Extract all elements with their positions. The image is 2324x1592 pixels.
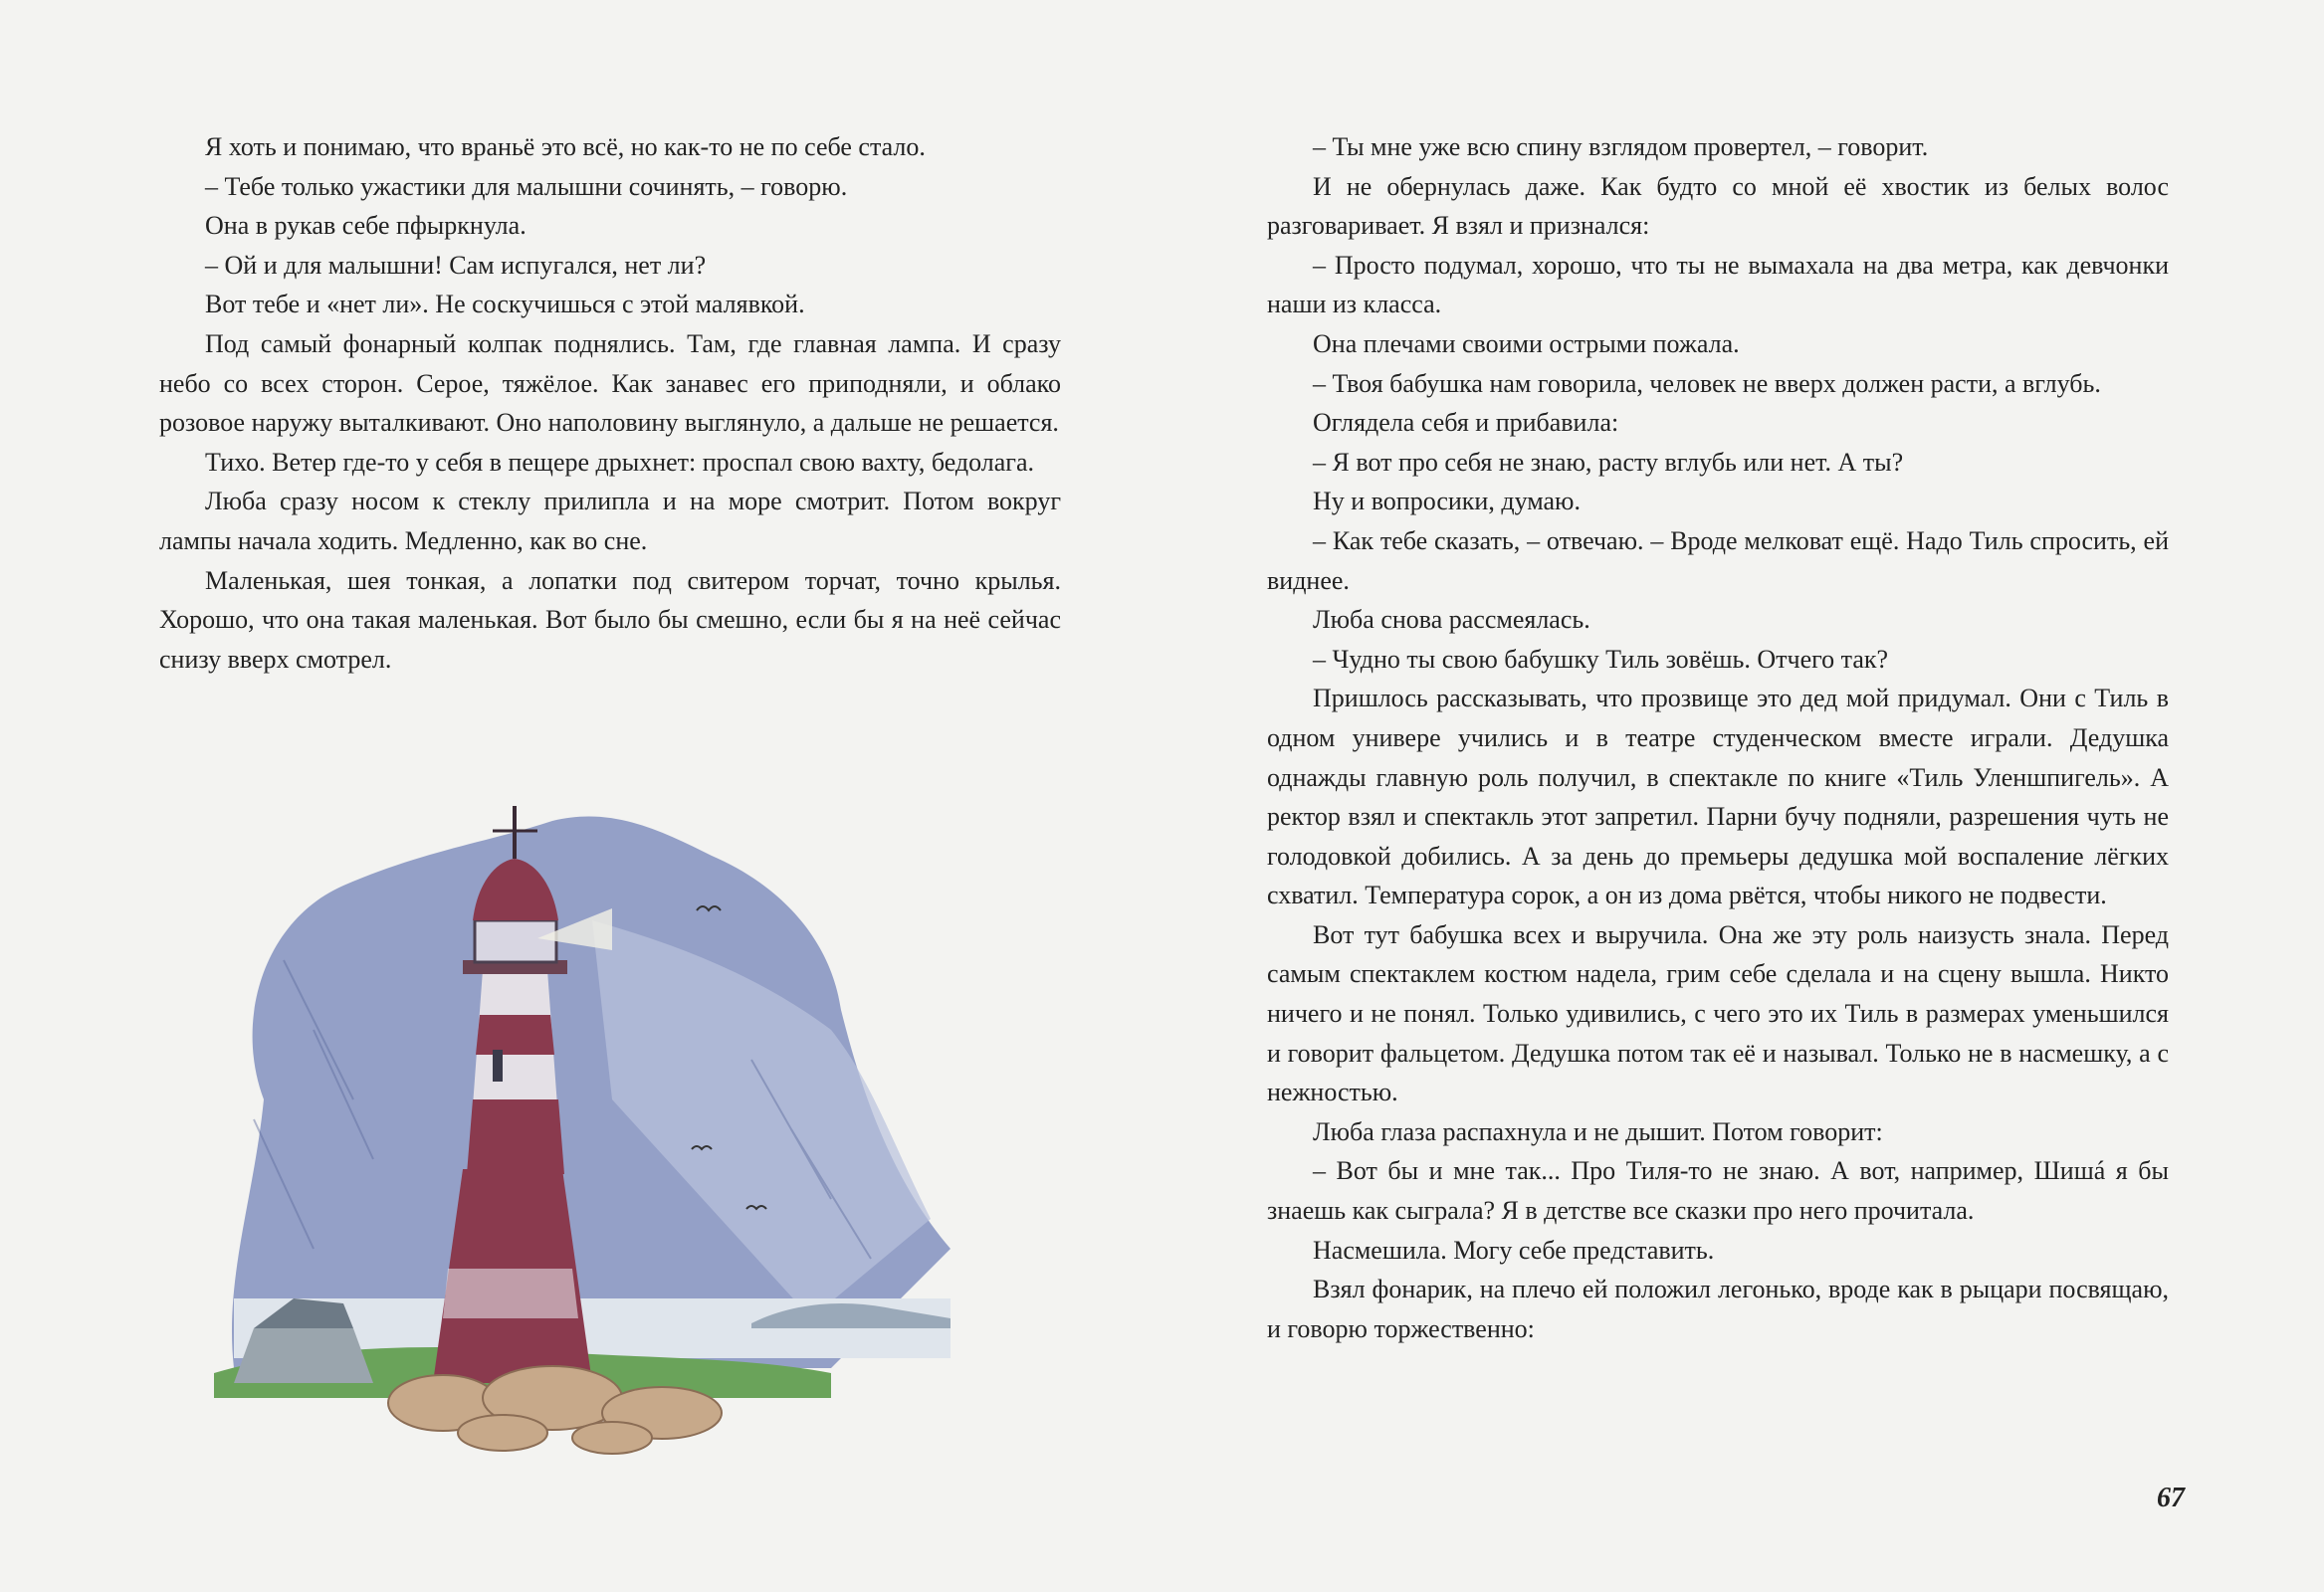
paragraph: – Вот бы и мне так... Про Тиля-то не знаю. А вот, например, Шишá я бы знаешь как сыграла? Я в детстве все сказки про него прочитала. (1267, 1156, 2169, 1226)
paragraph: Она в рукав себе пфыркнула. (205, 211, 527, 241)
right-page-text (1267, 127, 2169, 1348)
paragraph: Люба сразу носом к стеклу прилипла и на море смотрит. Потом вокруг лампы начала ходить. Медленно, как во сне. (159, 487, 1061, 555)
paragraph: – Твоя бабушка нам говорила, человек не вверх должен расти, а вглубь. (1313, 368, 2101, 398)
paragraph: Люба глаза распахнула и не дышит. Потом говорит: (1313, 1116, 1883, 1146)
paragraph: Люба снова рассмеялась. (1313, 605, 1590, 635)
left-page-text (159, 127, 1061, 679)
paragraph: – Чудно ты свою бабушку Тиль зовёшь. Отчего так? (1313, 644, 1889, 674)
paragraph: Ну и вопросики, думаю. (1313, 487, 1581, 516)
paragraph: И не обернулась даже. Как будто со мной её хвостик из белых волос разговаривает. Я взял и признался: (1267, 171, 2169, 241)
page-number: 67 (2157, 1483, 2185, 1513)
paragraph: Насмешила. Могу себе представить. (1313, 1235, 1715, 1265)
right-page (1162, 0, 2324, 1592)
paragraph: Под самый фонарный колпак поднялись. Там, где главная лампа. И сразу небо со всех сторон. Серое, тяжёлое. Как занавес его приподняли, и облако розовое наружу выталкивают. Оно наполовину выглянуло, а дальше не решается. (159, 328, 1061, 438)
paragraph: Вот тебе и «нет ли». Не соскучишься с этой малявкой. (205, 290, 805, 319)
paragraph: – Я вот про себя не знаю, расту вглубь или нет. А ты? (1313, 447, 1904, 477)
lighthouse-illustration (194, 801, 1010, 1458)
paragraph: Взял фонарик, на плечо ей положил легонько, вроде как в рыцари посвящаю, и говорю торжественно: (1267, 1275, 2169, 1343)
paragraph: Маленькая, шея тонкая, а лопатки под свитером торчат, точно крылья. Хорошо, что она такая маленькая. Вот было бы смешно, если бы я на неё сейчас снизу вверх смотрел. (159, 565, 1061, 674)
paragraph: Пришлось рассказывать, что прозвище это дед мой придумал. Они с Тиль в одном универе учились и в театре студенческом вместе играли. Дедушка однажды главную роль получил, в спектакле по книге «Тиль Уленшпигель». А ректор взял и спектакль этот запретил. Парни бучу подняли, разрешения чуть не голодовкой добились. А за день до премьеры дедушка мой воспаление лёгких схватил. Температура сорок, а он из дома рвётся, чтобы никого не подвести. (1267, 684, 2169, 910)
paragraph: Оглядела себя и прибавила: (1313, 408, 1619, 438)
paragraph: – Как тебе сказать, – отвечаю. – Вроде мелковат ещё. Надо Тиль спросить, ей виднее. (1267, 525, 2169, 595)
paragraph: – Просто подумал, хорошо, что ты не вымахала на два метра, как девчонки наши из класса. (1267, 250, 2169, 319)
paragraph: Я хоть и понимаю, что враньё это всё, но как-то не по себе стало. (205, 132, 926, 161)
paragraph: Она плечами своими острыми пожала. (1313, 328, 1740, 358)
paragraph: – Ой и для малышни! Сам испугался, нет ли? (205, 250, 707, 280)
paragraph: Тихо. Ветер где-то у себя в пещере дрыхнет: проспал свою вахту, бедолага. (205, 447, 1035, 477)
paragraph: – Ты мне уже всю спину взглядом провертел, – говорит. (1313, 132, 1929, 161)
paragraph: Вот тут бабушка всех и выручила. Она же эту роль наизусть знала. Перед самым спектаклем костюм надела, грим себе сделала и на сцену вышла. Никто ничего и не понял. Только удивились, с чего это их Тиль в размерах уменьшился и говорит фальцетом. Дедушка потом так её и называл. Только не в насмешку, а с нежностью. (1267, 919, 2169, 1107)
paragraph: – Тебе только ужастики для малышни сочинять, – говорю. (205, 171, 848, 201)
